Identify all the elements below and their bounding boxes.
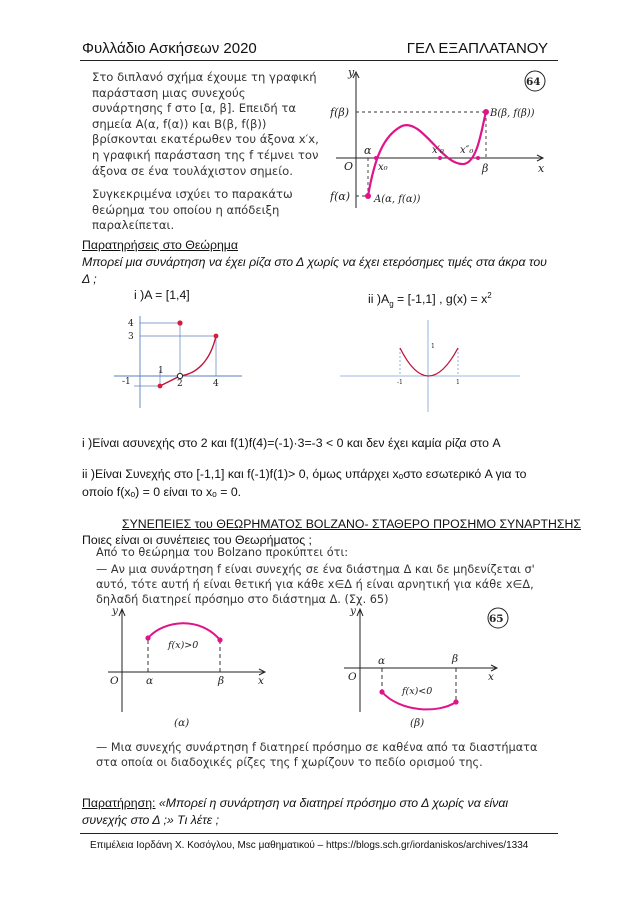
fig65b-neg: f(x)<0 xyxy=(402,686,433,697)
fig65b-b: β xyxy=(452,653,459,665)
header-rule xyxy=(80,60,558,61)
header-title: Φυλλάδιο Ασκήσεων 2020 xyxy=(82,40,257,57)
point-A xyxy=(365,193,371,199)
figure-number: 64 xyxy=(526,76,541,88)
fig65b-x: x xyxy=(488,671,494,683)
case-1-label: i )A = [1,4] xyxy=(134,288,190,302)
label-A: A(α, f(α)) xyxy=(374,194,421,205)
label-x0pp: x″₀ xyxy=(460,145,474,156)
footer-text: Επιμέλεια Ιορδάνη Χ. Κοσόγλου, Msc μαθηματικού – https://blogs.sch.gr/iordaniskos/archives/1334 xyxy=(90,840,529,851)
label-x0p: x′₀ xyxy=(432,145,444,156)
tick-x-4: 4 xyxy=(213,379,219,389)
graph-case-1 xyxy=(110,312,246,412)
point-1 xyxy=(158,384,163,389)
consequences-bullet-2: — Μια συνεχής συνάρτηση f διατηρεί πρόσημο σε καθένα από τα διαστήματα στα οποία οι διαδοχικές ρίζες της f χωρίζουν το πεδίο ορισμού της. xyxy=(96,741,538,769)
fig65b-a: α xyxy=(378,655,386,667)
axis-x-label: x xyxy=(538,162,545,175)
tick-y-neg1: -1 xyxy=(122,377,131,387)
header-school: ΓΕΛ ΕΞΑΠΛΑΤΑΝΟΥ xyxy=(406,40,548,57)
fig65a-b: β xyxy=(218,675,225,687)
label-x0: x₀ xyxy=(378,162,388,173)
footer-rule xyxy=(80,833,558,834)
parabola xyxy=(400,348,458,376)
observations-question: Μπορεί μια συνάρτηση να έχει ρίζα στο Δ χωρίς να έχει ετερόσημες τιμές στα άκρα του Δ ; xyxy=(82,255,547,286)
tick-x-1: 1 xyxy=(456,379,460,386)
consequences-bullet-1: — Αν μια συνάρτηση f είναι συνεχής σε ένα διάστημα Δ και δε μηδενίζεται σ' αυτό, τότε αυτή ή είναι θετική για κάθε x∈Δ ή είναι αρνητική για κάθε x∈Δ, δηλαδή διατηρεί πρόσημο στο διάστημα Δ. (Σχ. 65) xyxy=(96,563,535,606)
curve-positive xyxy=(148,623,220,640)
tick-y-3: 3 xyxy=(128,332,134,342)
explanation-1: i )Είναι ασυνεχής στο 2 και f(1)f(4)=(-1)·3=-3 < 0 και δεν έχει καμία ρίζα στο A xyxy=(82,436,501,450)
label-a: α xyxy=(364,144,372,157)
point-2-open xyxy=(177,373,182,378)
tick-x-2: 2 xyxy=(177,379,183,389)
fig65a-y: y xyxy=(112,606,118,617)
axis-y-label: y xyxy=(348,66,355,79)
curve-2 xyxy=(180,336,216,376)
theorem-para-2: Συγκεκριμένα ισχύει το παρακάτω θεώρημα του οποίου η απόδειξη παραλείπεται. xyxy=(92,187,293,233)
point-neg-b xyxy=(453,699,458,704)
point-neg-a xyxy=(379,689,384,694)
point-3 xyxy=(214,334,219,339)
consequences-intro: Από το θεώρημα του Bolzano προκύπτει ότι: xyxy=(96,546,349,559)
root-x0p xyxy=(438,156,442,160)
fig65a-O: O xyxy=(110,675,119,687)
root-x0 xyxy=(374,156,378,160)
graph-case-2 xyxy=(336,318,522,414)
tick-y-1: 1 xyxy=(158,366,164,376)
tick-y-1: 1 xyxy=(431,343,435,350)
final-note-label: Παρατήρηση: xyxy=(82,796,156,810)
root-x0pp xyxy=(476,156,480,160)
point-2-filled xyxy=(177,320,182,325)
consequences-title: ΣΥΝΕΠΕΙΕΣ του ΘΕΩΡΗΜΑΤΟΣ BOLZANO- ΣΤΑΘΕΡΟ ΠΡΟΣΗΜΟ ΣΥΝΑΡΤΗΣΗΣ xyxy=(122,517,582,531)
observations-title: Παρατηρήσεις στο Θεώρημα xyxy=(82,238,238,252)
figure-65 xyxy=(100,606,530,734)
fig65a-caption: (α) xyxy=(174,717,190,729)
point-pos-b xyxy=(217,637,222,642)
fig65b-y: y xyxy=(350,606,356,617)
final-note xyxy=(82,795,554,829)
consequences-box xyxy=(96,545,556,607)
case-2-label: ii )$A_g = [-1,1]$ , $g(x) = x^2$ xyxy=(368,291,492,309)
point-B xyxy=(483,109,489,115)
final-note-text: «Μπορεί η συνάρτηση να διατηρεί πρόσημο στο Δ χωρίς να είναι συνεχής στο Δ ;» Τι λέτε ; xyxy=(82,796,509,827)
fig65b-caption: (β) xyxy=(410,717,425,729)
theorem-text xyxy=(92,70,320,242)
tick-y-4: 4 xyxy=(128,319,134,329)
theorem-para-1: Στο διπλανό σχήμα έχουμε τη γραφική παράσταση μιας συνεχούς συνάρτησης f στο [α, β]. Επειδή τα σημεία A(α, f(α)) και B(β, f(β)) βρίσκονται εκατέρωθεν του άξονα x′x, η γραφική παράσταση της f τέμνει τον άξονα σε ένα τουλάχιστον σημείο. xyxy=(92,70,319,178)
fig65b-O: O xyxy=(348,671,357,683)
point-pos-a xyxy=(145,635,150,640)
explanation-2-line-1: ii )Είναι Συνεχής στο [-1,1] και f(-1)f(1)> 0, όμως υπάρχει xₒστο εσωτερικό A για το xyxy=(82,467,527,481)
figure-64 xyxy=(330,66,552,216)
explanation-2-line-2: οποίο f(xₒ) = 0 είναι το xₒ = 0. xyxy=(82,485,242,499)
label-b: β xyxy=(482,162,489,175)
origin-label: O xyxy=(344,160,354,173)
fig65a-x: x xyxy=(258,675,264,687)
fig65a-pos: f(x)>0 xyxy=(168,640,199,651)
tick-x-neg1: -1 xyxy=(397,379,403,386)
figure-65-number: 65 xyxy=(489,613,504,625)
label-fa: f(α) xyxy=(330,190,351,203)
fig65a-a: α xyxy=(146,675,154,687)
label-B: B(β, f(β)) xyxy=(490,108,535,119)
label-fb: f(β) xyxy=(330,106,350,119)
consequences-question: Ποιες είναι οι συνέπειες του Θεωρήματος ; xyxy=(82,533,312,547)
